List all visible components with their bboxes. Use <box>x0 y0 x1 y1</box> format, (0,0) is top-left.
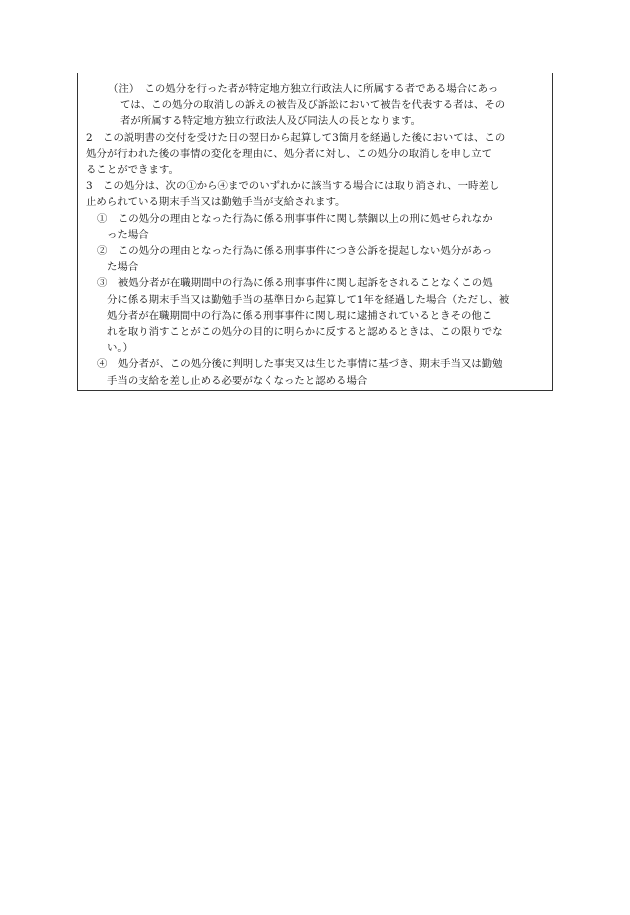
item3-line-1: 3 この処分は、次の①から④までのいずれかに該当する場合には取り消され、一時差し <box>86 180 500 193</box>
item3-line-2: 止められている期末手当又は勤勉手当が支給されます。 <box>86 196 346 209</box>
subitem1-line-1: ① この処分の理由となった行為に係る刑事事件に関し禁錮以上の刑に処せられなか <box>97 212 493 225</box>
subitem2-line-1: ② この処分の理由となった行為に係る刑事事件につき公訴を提起しない処分があっ <box>97 245 493 257</box>
subitem3-line-2: 分に係る期末手当又は勤勉手当の基準日から起算して1年を経過した場合（ただし、被 <box>107 293 510 306</box>
subitem3-line-3: 処分者が在職期間中の行為に係る刑事事件に関し現に逮捕されているときその他こ <box>107 309 493 322</box>
item2-line-2: 処分が行われた後の事情の変化を理由に、処分者に対し、この処分の取消しを申し立て <box>86 147 493 160</box>
note-line-3: 者が所属する特定地方独立行政法人及び同法人の長となります。 <box>120 115 422 128</box>
note-line-2: ては、この処分の取消しの訴えの被告及び訴訟において被告を代表する者は、その <box>120 99 506 112</box>
item2-line-3: ることができます。 <box>86 164 179 176</box>
subitem3-line-1: ③ 被処分者が在職期間中の行為に係る刑事事件に関し起訴をされることなくこの処 <box>97 277 493 290</box>
item2-line-1: 2 この説明書の交付を受けた日の翌日から起算して3箇月を経過した後においては、この <box>86 131 506 144</box>
subitem3-line-5: い。） <box>107 342 134 355</box>
subitem4-line-1: ④ 処分者が、この処分後に判明した事実又は生じた事情に基づき、期末手当又は勤勉 <box>97 358 503 371</box>
subitem4-line-2: 手当の支給を差し止める必要がなくなったと認める場合 <box>107 374 368 387</box>
subitem1-line-2: った場合 <box>107 228 149 241</box>
subitem2-line-2: た場合 <box>107 261 139 274</box>
subitem3-line-4: れを取り消すことがこの処分の目的に明らかに反すると認めるときは、この限りでな <box>107 326 503 338</box>
note-line-1: （注） この処分を行った者が特定地方独立行政法人に所属する者である場合にあっ <box>108 83 499 95</box>
